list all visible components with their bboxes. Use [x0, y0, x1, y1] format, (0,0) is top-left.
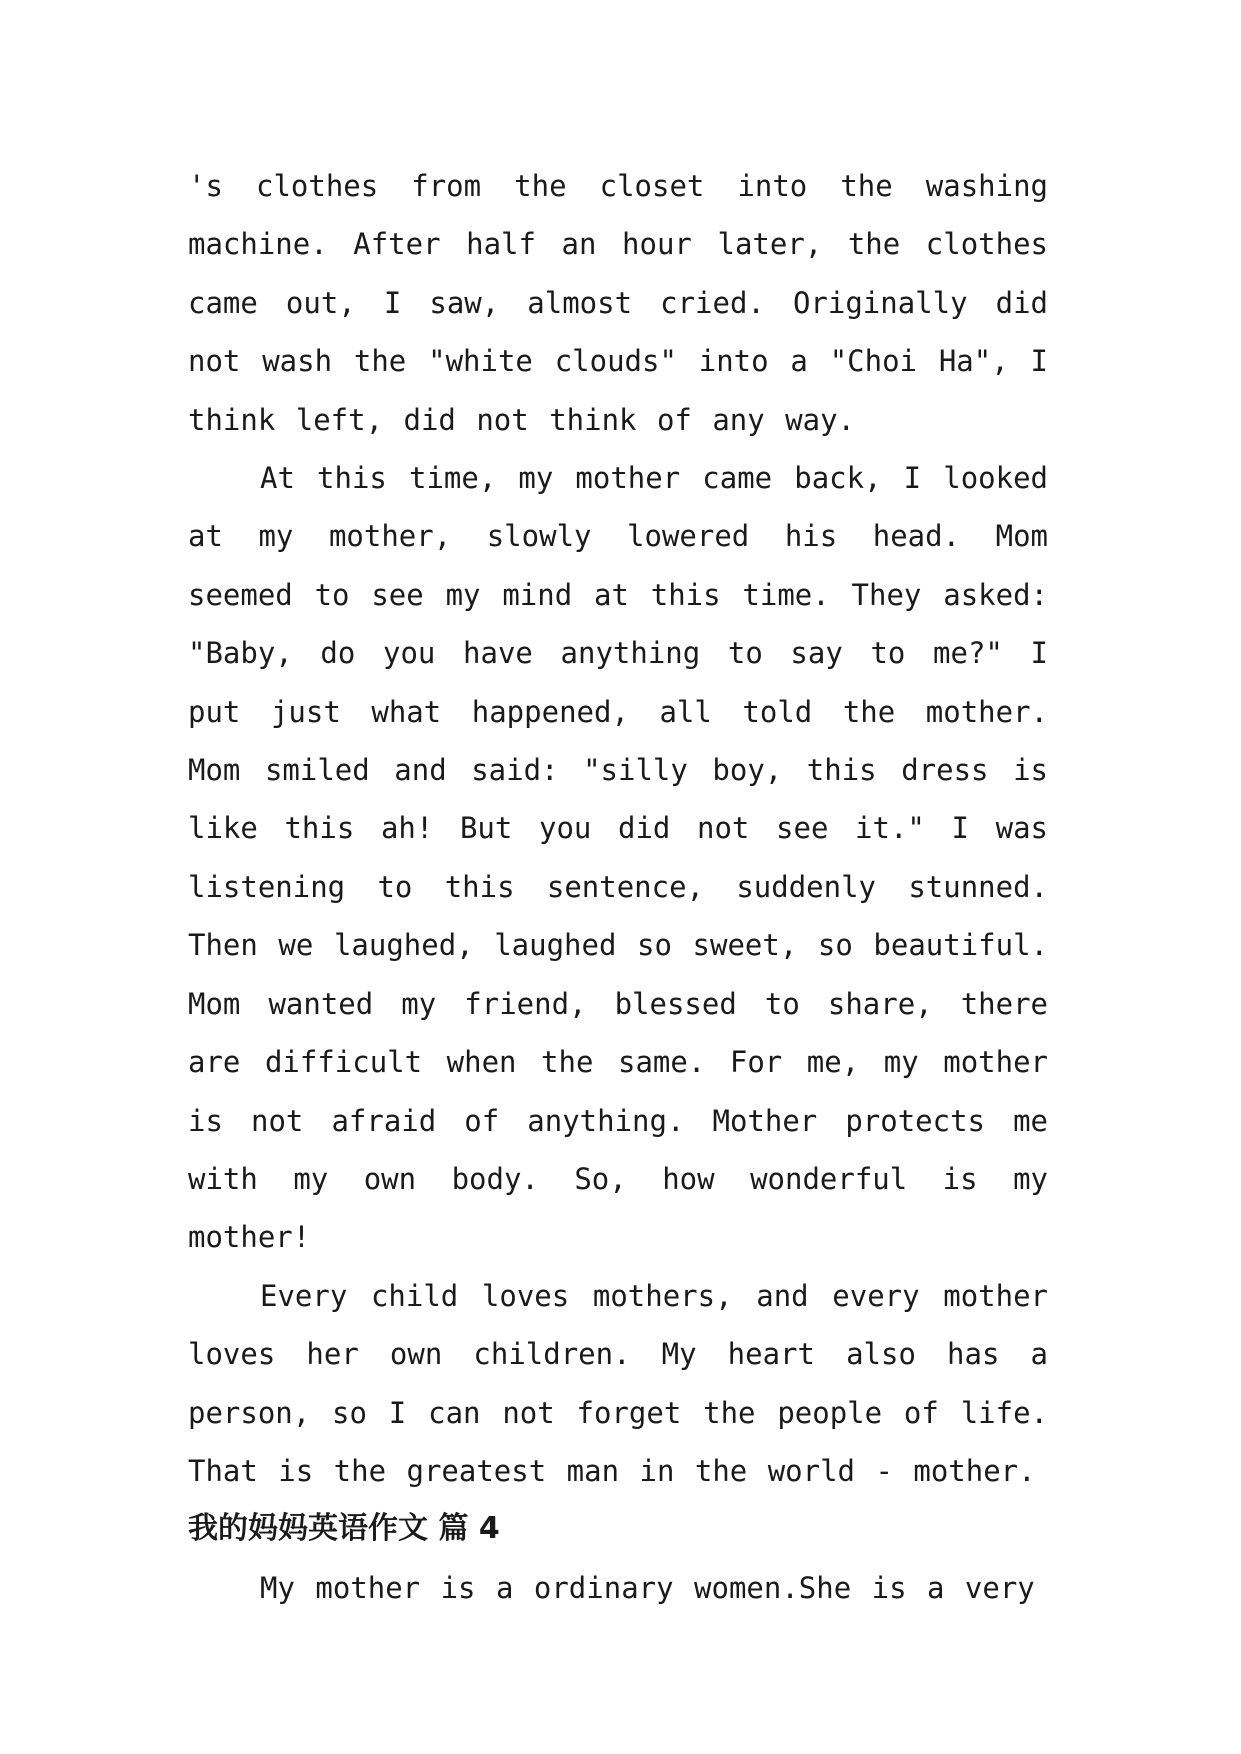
paragraph-section-4-start: My mother is a ordinary women.She is a very — [260, 1570, 1035, 1605]
paragraph-mother-came-back: At this time, my mother came back, I looked at my mother, slowly lowered his head. Mom seemed to see my mind at this time. They asked: "Baby, do you have anything to say to me?" I put just what happened, all told the mother. Mom smiled and said: "silly boy, this dress is like this ah! But you did not see it." I was listening to this sentence, suddenly stunned. Then we laughed, laughed so sweet, so beautiful. Mom wanted my friend, blessed to share, there are difficult when the same. For me, my mother is not afraid of anything. Mother protects me with my own body. So, how wonderful is my mother! — [188, 461, 1048, 1255]
section-heading: 我的妈妈英语作文 篇 4 — [188, 1511, 500, 1547]
paragraph-every-child: Every child loves mothers, and every mother loves her own children. My heart also has a person, so I can not forget the people of life. That is the greatest man in the world - mother. — [188, 1278, 1048, 1488]
essay-body — [188, 157, 1048, 1617]
paragraph-continuation: 's clothes from the closet into the washing machine. After half an hour later, the clothes came out, I saw, almost cried. Originally did not wash the "white clouds" into a "Choi Ha", I think left, did not think of any way. — [188, 169, 1048, 437]
